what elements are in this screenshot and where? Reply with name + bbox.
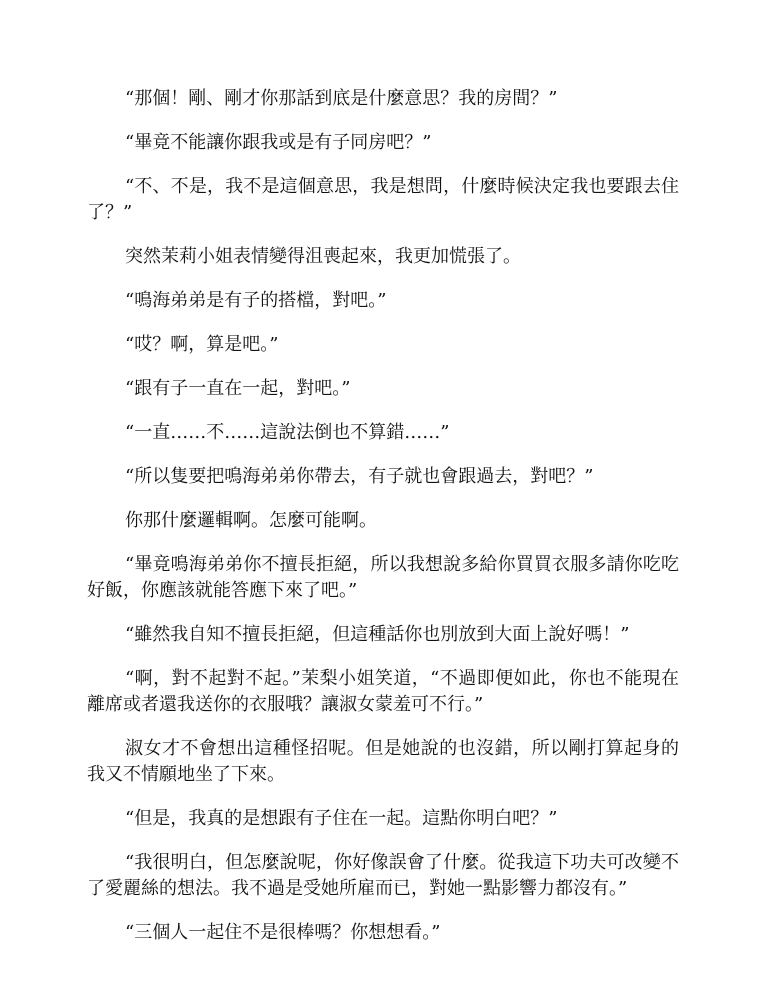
paragraph-13: “啊，對不起對不起。”茉梨小姐笑道，“不過即便如此，你也不能現在離席或者還我送你的衣服哦？讓淑女蒙羞可不行。” (87, 668, 679, 715)
paragraph-14: 淑女才不會想出這種怪招呢。但是她說的也沒錯，所以剛打算起身的我又不情願地坐了下來。 (87, 738, 679, 785)
paragraph-5: “鳴海弟弟是有子的搭檔，對吧。” (125, 290, 387, 311)
paragraph-15: “但是，我真的是想跟有子住在一起。這點你明白吧？” (125, 808, 558, 829)
paragraph-8: “一直……不……這說法倒也不算錯……” (125, 422, 450, 443)
text-column (87, 86, 679, 964)
paragraph-2: “畢竟不能讓你跟我或是有子同房吧？” (125, 132, 432, 153)
paragraph-4: 突然茉莉小姐表情變得沮喪起來，我更加慌張了。 (125, 246, 521, 267)
paragraph-3: “不、不是，我不是這個意思，我是想問，什麼時候決定我也要跟去住了？” (87, 176, 679, 223)
paragraph-9: “所以隻要把鳴海弟弟你帶去，有子就也會跟過去，對吧？” (125, 466, 594, 487)
paragraph-1: “那個！剛、剛才你那話到底是什麼意思？我的房間？” (125, 88, 558, 109)
paragraph-6: “哎？啊，算是吧。” (125, 334, 279, 355)
paragraph-16: “我很明白，但怎麼說呢，你好像誤會了什麼。從我這下功夫可改變不了愛麗絲的想法。我不過是受她所雇而已，對她一點影響力都沒有。” (87, 852, 679, 899)
paragraph-10: 你那什麼邏輯啊。怎麼可能啊。 (125, 510, 377, 531)
paragraph-11: “畢竟鳴海弟弟你不擅長拒絕，所以我想說多給你買買衣服多請你吃吃好飯，你應該就能答應下來了吧。” (87, 554, 679, 601)
paragraph-17: “三個人一起住不是很棒嗎？你想想看。” (125, 922, 441, 943)
paragraph-7: “跟有子一直在一起，對吧。” (125, 378, 351, 399)
paragraph-12: “雖然我自知不擅長拒絕，但這種話你也別放到大面上說好嗎！” (125, 624, 630, 645)
